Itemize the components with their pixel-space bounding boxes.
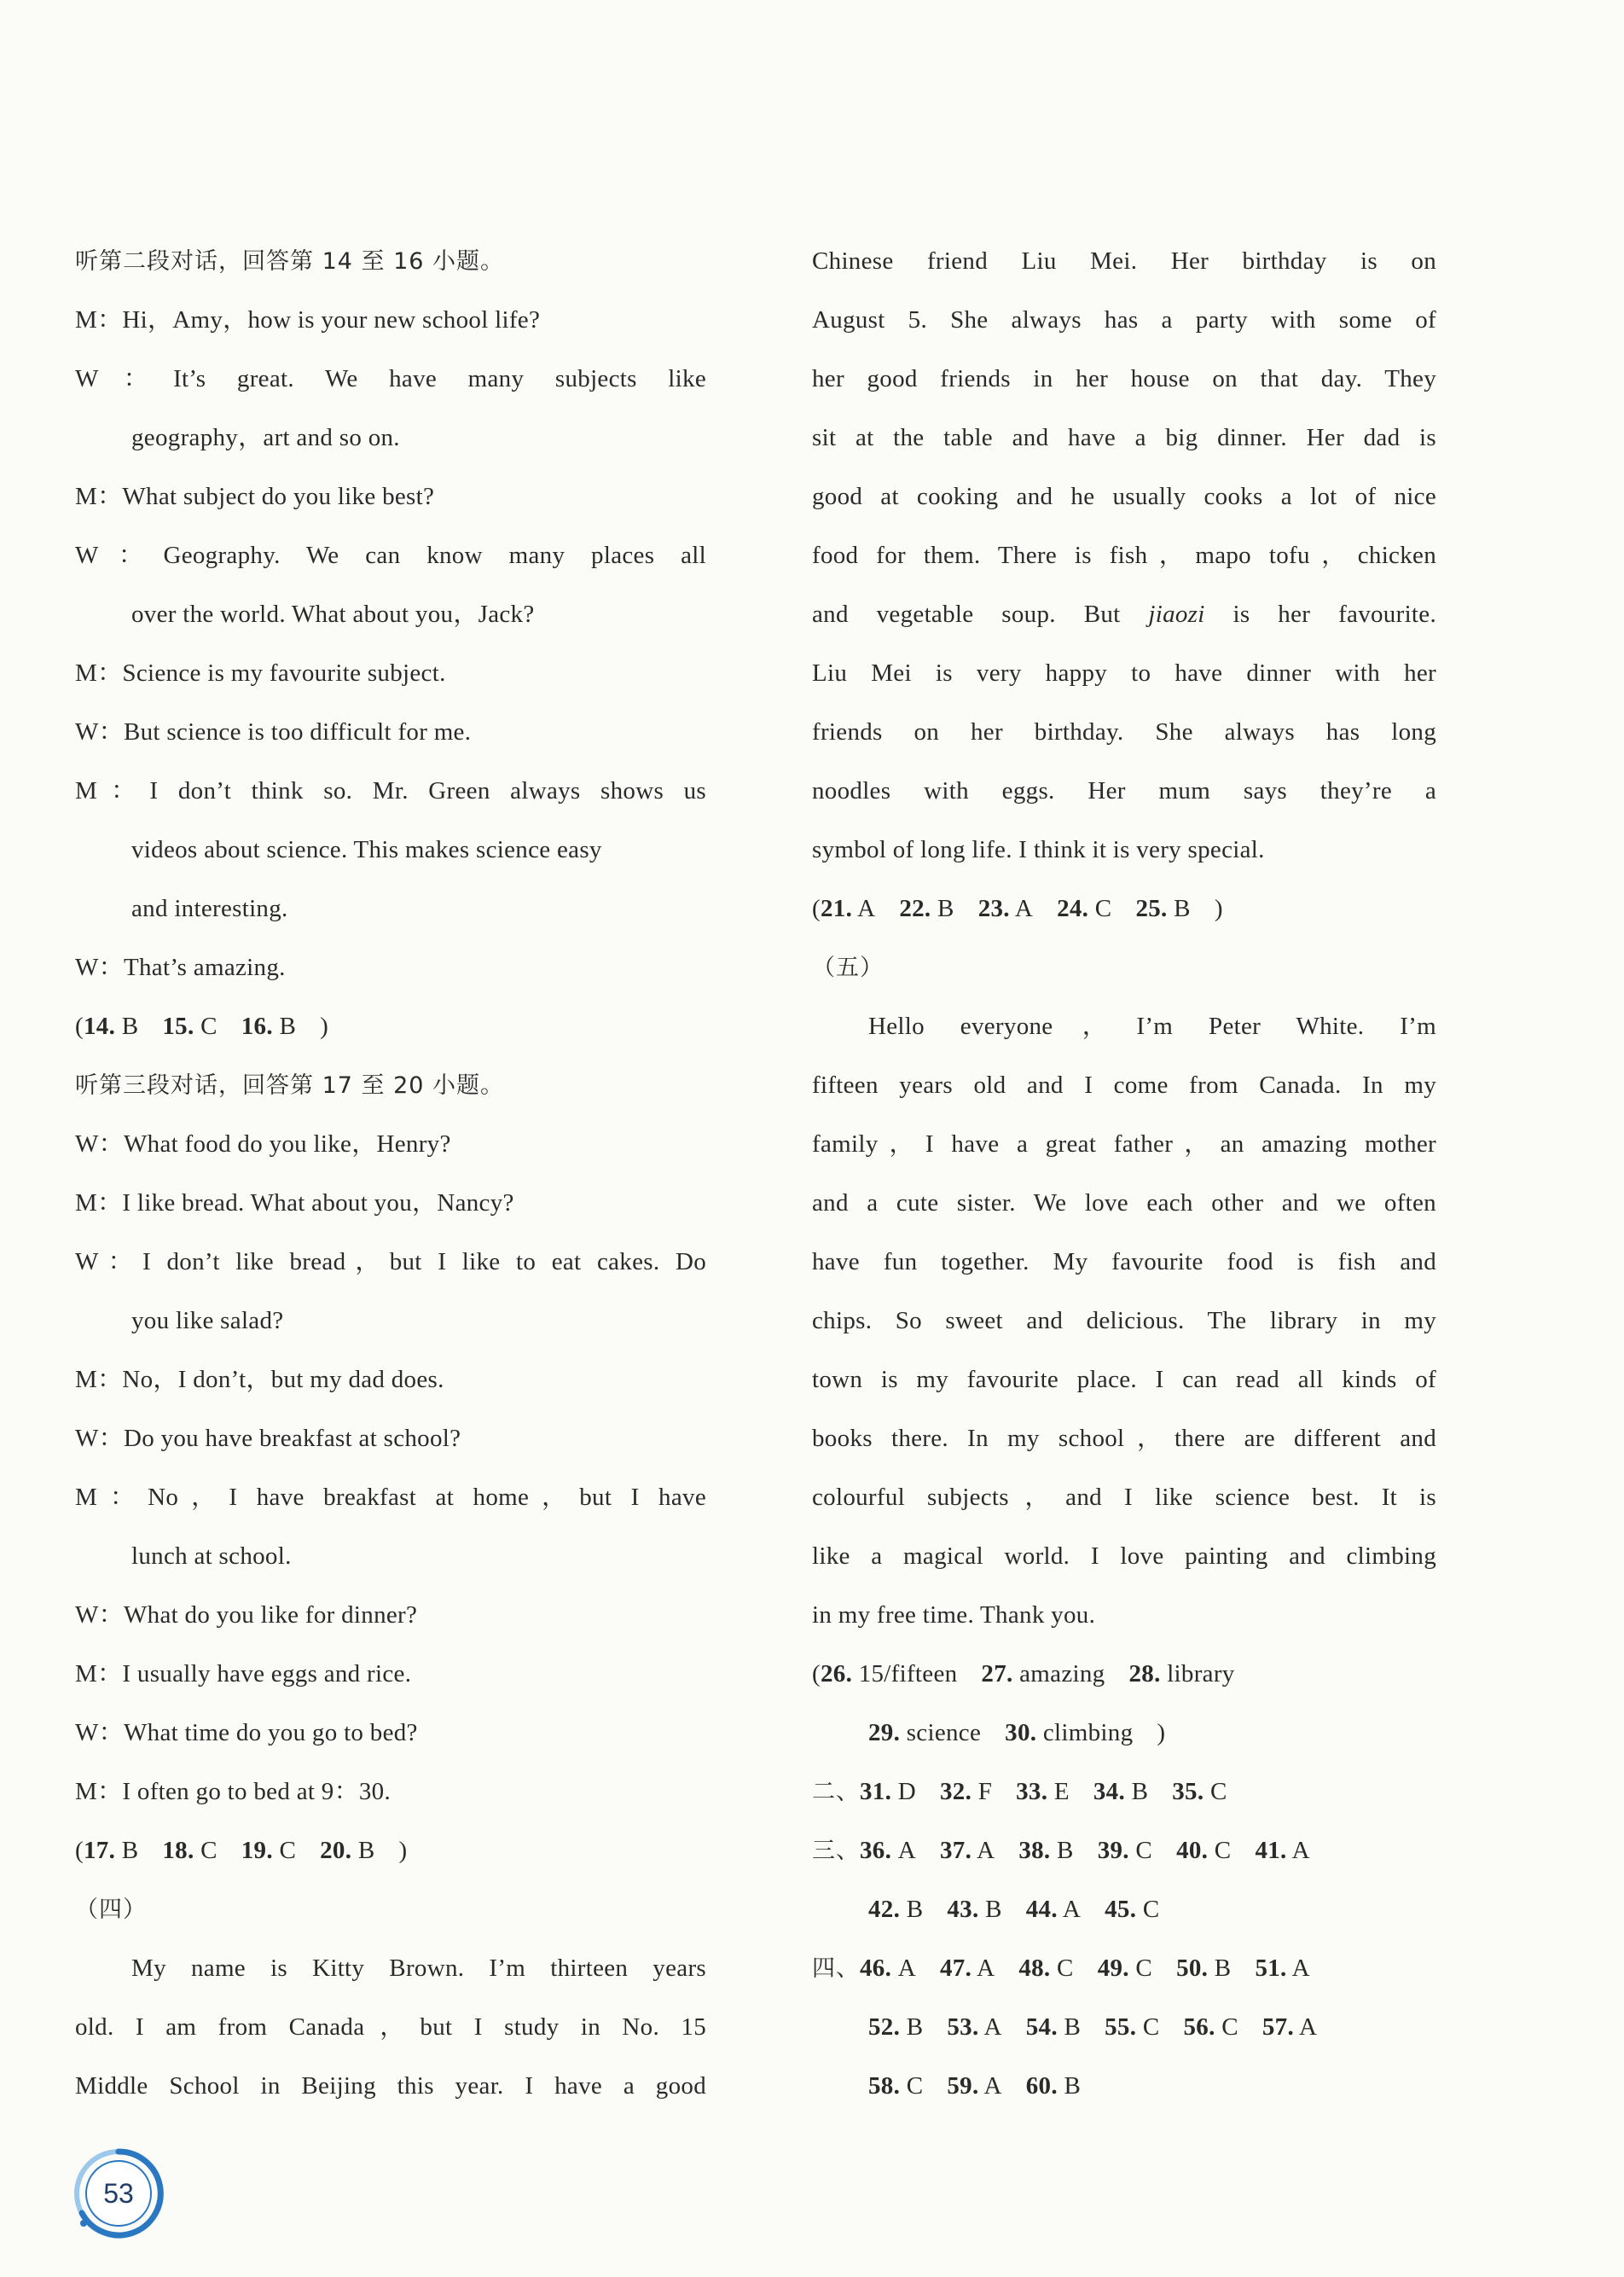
answer-item	[860, 1778, 916, 1805]
section-heading: 听第三段对话，回答第 17 至 20 小题。	[75, 1072, 505, 1099]
answer-item	[947, 2013, 1001, 2041]
question-number: 46.	[860, 1955, 892, 1982]
answer-value: C	[1057, 1955, 1074, 1982]
badge-dot	[80, 2220, 87, 2227]
answer-item	[1105, 1896, 1159, 1923]
text-line: geography，art and so on.	[131, 424, 400, 451]
badge-dot	[144, 2159, 149, 2164]
answer-item	[84, 1013, 138, 1040]
text-line: old. I am from Canada，but I study in No. 15	[75, 2013, 706, 2041]
answer-item	[940, 1955, 995, 1982]
answer-item	[1016, 1778, 1070, 1805]
text-line: have fun together. My favourite food is fish and	[812, 1248, 1436, 1275]
answer-item	[1026, 2072, 1081, 2100]
section-heading: （四）	[75, 1897, 147, 1923]
answer-value: 15/fifteen	[858, 1660, 958, 1687]
answer-value: B	[279, 1013, 297, 1040]
answer-value: B	[1057, 1837, 1074, 1864]
answer-line	[812, 1880, 1436, 1939]
answer-value: amazing	[1019, 1660, 1105, 1687]
text-line: sit at the table and have a big dinner. Her dad is	[812, 424, 1436, 451]
answer-value: B	[985, 1896, 1002, 1923]
text-line: good at cooking and he usually cooks a lot of nice	[812, 483, 1436, 510]
text-line: M：I often go to bed at 9：30.	[75, 1778, 392, 1805]
question-number: 26.	[820, 1660, 853, 1687]
answer-item	[1098, 1955, 1152, 1982]
left-column	[75, 232, 706, 2116]
paragraph-start: My name is Kitty Brown. I’m thirteen years	[131, 1955, 706, 1982]
answer-item	[1005, 1719, 1133, 1746]
text-line: M：No，I don’t，but my dad does.	[75, 1366, 444, 1393]
answer-item	[947, 2072, 1001, 2100]
question-number: 47.	[939, 1955, 972, 1982]
text-line: W：It’s great. We have many subjects like	[75, 365, 706, 392]
answer-line	[812, 1998, 1436, 2057]
question-number: 30.	[1005, 1719, 1037, 1746]
text-line: colourful subjects，and I like science best. It is	[812, 1484, 1436, 1511]
answer-line	[812, 1763, 1436, 1821]
right-column	[812, 232, 1436, 2116]
answer-item	[1057, 895, 1111, 922]
answer-item	[162, 1013, 217, 1040]
question-number: 55.	[1105, 2013, 1137, 2041]
answer-item	[1026, 2013, 1081, 2041]
question-number: 20.	[320, 1837, 352, 1864]
answer-line	[812, 1939, 1436, 1998]
text-line	[812, 585, 1436, 644]
paren-close: )	[398, 1837, 408, 1864]
answer-item	[1183, 2013, 1238, 2041]
answer-value: D	[897, 1778, 916, 1805]
answer-item	[860, 1837, 916, 1864]
text-segment: and vegetable soup. But	[812, 601, 1149, 628]
answer-value: A	[977, 1837, 995, 1864]
text-line: and interesting.	[131, 895, 288, 922]
text-line: W：But science is too difficult for me.	[75, 718, 472, 746]
answer-item	[1105, 2013, 1159, 2041]
question-number: 19.	[241, 1837, 273, 1864]
answer-line	[75, 1821, 706, 1880]
text-line: Liu Mei is very happy to have dinner with her	[812, 659, 1436, 687]
answer-value: B	[906, 2013, 924, 2041]
question-number: 27.	[981, 1660, 1013, 1687]
question-number: 23.	[977, 895, 1010, 922]
answer-item	[1093, 1778, 1148, 1805]
text-line: M：Science is my favourite subject.	[75, 659, 446, 687]
section-heading: 听第二段对话，回答第 14 至 16 小题。	[75, 248, 505, 275]
question-number: 17.	[83, 1837, 116, 1864]
question-number: 14.	[83, 1013, 116, 1040]
text-line: M：I usually have eggs and rice.	[75, 1660, 412, 1687]
answer-value: A	[1291, 1955, 1310, 1982]
answer-line	[812, 1645, 1436, 1704]
answer-value: F	[977, 1778, 993, 1805]
section-number: 三、	[812, 1838, 860, 1864]
answer-value: C	[906, 2072, 924, 2100]
text-line: M：Hi，Amy，how is your new school life?	[75, 306, 541, 334]
answer-item	[1176, 1955, 1231, 1982]
answer-item	[1172, 1778, 1227, 1805]
text-segment: is her favourite.	[1204, 601, 1436, 628]
answer-line	[75, 997, 706, 1056]
text-line: M：No，I have breakfast at home，but I have	[75, 1484, 706, 1511]
text-line: friends on her birthday. She always has long	[812, 718, 1436, 746]
question-number: 42.	[868, 1896, 901, 1923]
text-line: W：I don’t like bread，but I like to eat cakes. Do	[75, 1248, 706, 1275]
question-number: 16.	[241, 1013, 273, 1040]
answer-value: climbing	[1042, 1719, 1134, 1746]
answer-item	[940, 1837, 995, 1864]
question-number: 22.	[899, 895, 931, 922]
answer-value: C	[1135, 1837, 1153, 1864]
question-number: 32.	[939, 1778, 972, 1805]
answer-item	[1255, 1955, 1309, 1982]
text-line: fifteen years old and I come from Canada. In my	[812, 1072, 1436, 1099]
question-number: 50.	[1176, 1955, 1209, 1982]
paren-close: )	[1214, 895, 1223, 922]
paragraph-start: Hello everyone，I’m Peter White. I’m	[868, 1013, 1436, 1040]
answer-item	[162, 1837, 217, 1864]
answer-item	[821, 1660, 957, 1687]
page-number: 53	[103, 2178, 134, 2209]
question-number: 24.	[1057, 895, 1089, 922]
paren-close: )	[1157, 1719, 1166, 1746]
question-number: 58.	[868, 2072, 901, 2100]
answer-value: C	[1142, 1896, 1160, 1923]
text-line: symbol of long life. I think it is very special.	[812, 836, 1265, 863]
paren-open: (	[75, 1837, 84, 1864]
answer-value: A	[983, 2072, 1002, 2100]
answer-item	[1018, 1955, 1073, 1982]
question-number: 34.	[1093, 1778, 1126, 1805]
text-line: food for them. There is fish，mapo tofu，chicken	[812, 542, 1436, 569]
answer-value: B	[1174, 895, 1191, 922]
paren-open: (	[812, 1660, 821, 1687]
answer-item	[868, 2013, 923, 2041]
answer-value: B	[357, 1837, 375, 1864]
question-number: 37.	[939, 1837, 972, 1864]
section-number: 二、	[812, 1779, 860, 1805]
answer-value: A	[977, 1955, 995, 1982]
answer-item	[84, 1837, 138, 1864]
answer-value: C	[200, 1013, 218, 1040]
question-number: 53.	[947, 2013, 979, 2041]
question-number: 36.	[860, 1837, 892, 1864]
answer-item	[1128, 1660, 1234, 1687]
answer-value: B	[937, 895, 954, 922]
question-number: 18.	[162, 1837, 194, 1864]
answer-item	[821, 895, 875, 922]
answer-item	[860, 1955, 916, 1982]
question-number: 51.	[1255, 1955, 1287, 1982]
answer-item	[981, 1660, 1105, 1687]
answer-item	[868, 2072, 923, 2100]
answer-value: A	[897, 1955, 916, 1982]
question-number: 59.	[947, 2072, 979, 2100]
question-number: 28.	[1128, 1660, 1161, 1687]
answer-value: E	[1053, 1778, 1070, 1805]
answer-value: library	[1167, 1660, 1235, 1687]
text-line: books there. In my school，there are different and	[812, 1425, 1436, 1452]
answer-value: A	[857, 895, 876, 922]
section-number: 四、	[812, 1955, 860, 1982]
question-number: 21.	[820, 895, 853, 922]
answer-value: C	[1142, 2013, 1160, 2041]
answer-item	[868, 1719, 981, 1746]
section-heading: （五）	[812, 955, 884, 981]
question-number: 35.	[1172, 1778, 1204, 1805]
question-number: 38.	[1018, 1837, 1051, 1864]
answer-item	[978, 895, 1033, 922]
text-line: lunch at school.	[131, 1542, 292, 1570]
answer-item	[1262, 2013, 1317, 2041]
text-line: August 5. She always has a party with some of	[812, 306, 1436, 334]
question-number: 48.	[1018, 1955, 1051, 1982]
text-line: M：I like bread. What about you，Nancy?	[75, 1189, 514, 1217]
question-number: 52.	[868, 2013, 901, 2041]
text-line: videos about science. This makes science easy	[131, 836, 602, 863]
answer-value: C	[1221, 2013, 1238, 2041]
answer-item	[320, 1837, 374, 1864]
question-number: 41.	[1255, 1837, 1287, 1864]
answer-value: B	[1214, 1955, 1232, 1982]
text-line: you like salad?	[131, 1307, 284, 1334]
text-line: W：Do you have breakfast at school?	[75, 1425, 461, 1452]
text-line: M：I don’t think so. Mr. Green always shows us	[75, 777, 706, 805]
answer-value: B	[121, 1837, 139, 1864]
paren-open: (	[812, 895, 821, 922]
text-line: town is my favourite place. I can read all kinds of	[812, 1366, 1436, 1393]
question-number: 33.	[1016, 1778, 1048, 1805]
text-line: and a cute sister. We love each other and we often	[812, 1189, 1436, 1217]
text-line: M：What subject do you like best?	[75, 483, 435, 510]
text-line: W：What food do you like，Henry?	[75, 1130, 451, 1158]
answer-value: C	[1209, 1778, 1227, 1805]
answer-item	[947, 1896, 1001, 1923]
text-line: noodles with eggs. Her mum says they’re a	[812, 777, 1436, 805]
answer-item	[899, 895, 954, 922]
answer-value: B	[1064, 2013, 1082, 2041]
answer-item	[241, 1837, 296, 1864]
text-line: over the world. What about you，Jack?	[131, 601, 535, 628]
text-line: family，I have a great father，an amazing mother	[812, 1130, 1436, 1158]
question-number: 60.	[1025, 2072, 1058, 2100]
answer-value: C	[279, 1837, 297, 1864]
answer-line	[812, 1704, 1436, 1763]
question-number: 40.	[1176, 1837, 1209, 1864]
answer-value: A	[1291, 1837, 1310, 1864]
text-line: W：What do you like for dinner?	[75, 1601, 418, 1629]
text-line: chips. So sweet and delicious. The library in my	[812, 1307, 1436, 1334]
text-line: W：That’s amazing.	[75, 954, 286, 981]
answer-value: C	[200, 1837, 218, 1864]
question-number: 39.	[1097, 1837, 1129, 1864]
page-number-badge	[72, 2146, 165, 2240]
question-number: 56.	[1183, 2013, 1215, 2041]
question-number: 49.	[1097, 1955, 1129, 1982]
question-number: 43.	[947, 1896, 979, 1923]
question-number: 29.	[868, 1719, 901, 1746]
answer-line	[812, 1821, 1436, 1880]
question-number: 31.	[860, 1778, 892, 1805]
text-line: in my free time. Thank you.	[812, 1601, 1096, 1629]
answer-item	[1018, 1837, 1073, 1864]
answer-line	[812, 2057, 1436, 2116]
question-number: 44.	[1025, 1896, 1058, 1923]
answer-item	[940, 1778, 992, 1805]
answer-value: A	[1298, 2013, 1318, 2041]
text-line: her good friends in her house on that day. They	[812, 365, 1436, 392]
answer-line	[812, 880, 1436, 938]
answer-item	[1135, 895, 1190, 922]
text-line: Chinese friend Liu Mei. Her birthday is on	[812, 247, 1436, 275]
answer-value: A	[1062, 1896, 1082, 1923]
question-number: 15.	[162, 1013, 194, 1040]
text-line: like a magical world. I love painting and climbing	[812, 1542, 1436, 1570]
text-line: W：Geography. We can know many places all	[75, 542, 706, 569]
answer-value: B	[1131, 1778, 1149, 1805]
answer-value: C	[1094, 895, 1112, 922]
answer-item	[241, 1013, 296, 1040]
answer-value: A	[1014, 895, 1034, 922]
answer-item	[1026, 1896, 1081, 1923]
answer-value: B	[906, 1896, 924, 1923]
answer-value: A	[897, 1837, 916, 1864]
question-number: 45.	[1105, 1896, 1137, 1923]
text-line: W：What time do you go to bed?	[75, 1719, 418, 1746]
question-number: 54.	[1025, 2013, 1058, 2041]
text-line: Middle School in Beijing this year. I have a good	[75, 2072, 706, 2100]
question-number: 25.	[1135, 895, 1168, 922]
italic-word: jiaozi	[1148, 601, 1205, 628]
answer-value: C	[1214, 1837, 1232, 1864]
answer-item	[1098, 1837, 1152, 1864]
paren-close: )	[320, 1013, 329, 1040]
answer-value: B	[1064, 2072, 1082, 2100]
answer-value: C	[1135, 1955, 1153, 1982]
answer-item	[1176, 1837, 1231, 1864]
question-number: 57.	[1262, 2013, 1295, 2041]
answer-item	[868, 1896, 923, 1923]
answer-value: science	[906, 1719, 982, 1746]
paren-open: (	[75, 1013, 84, 1040]
answer-value: A	[983, 2013, 1002, 2041]
answer-value: B	[121, 1013, 139, 1040]
answer-item	[1255, 1837, 1309, 1864]
